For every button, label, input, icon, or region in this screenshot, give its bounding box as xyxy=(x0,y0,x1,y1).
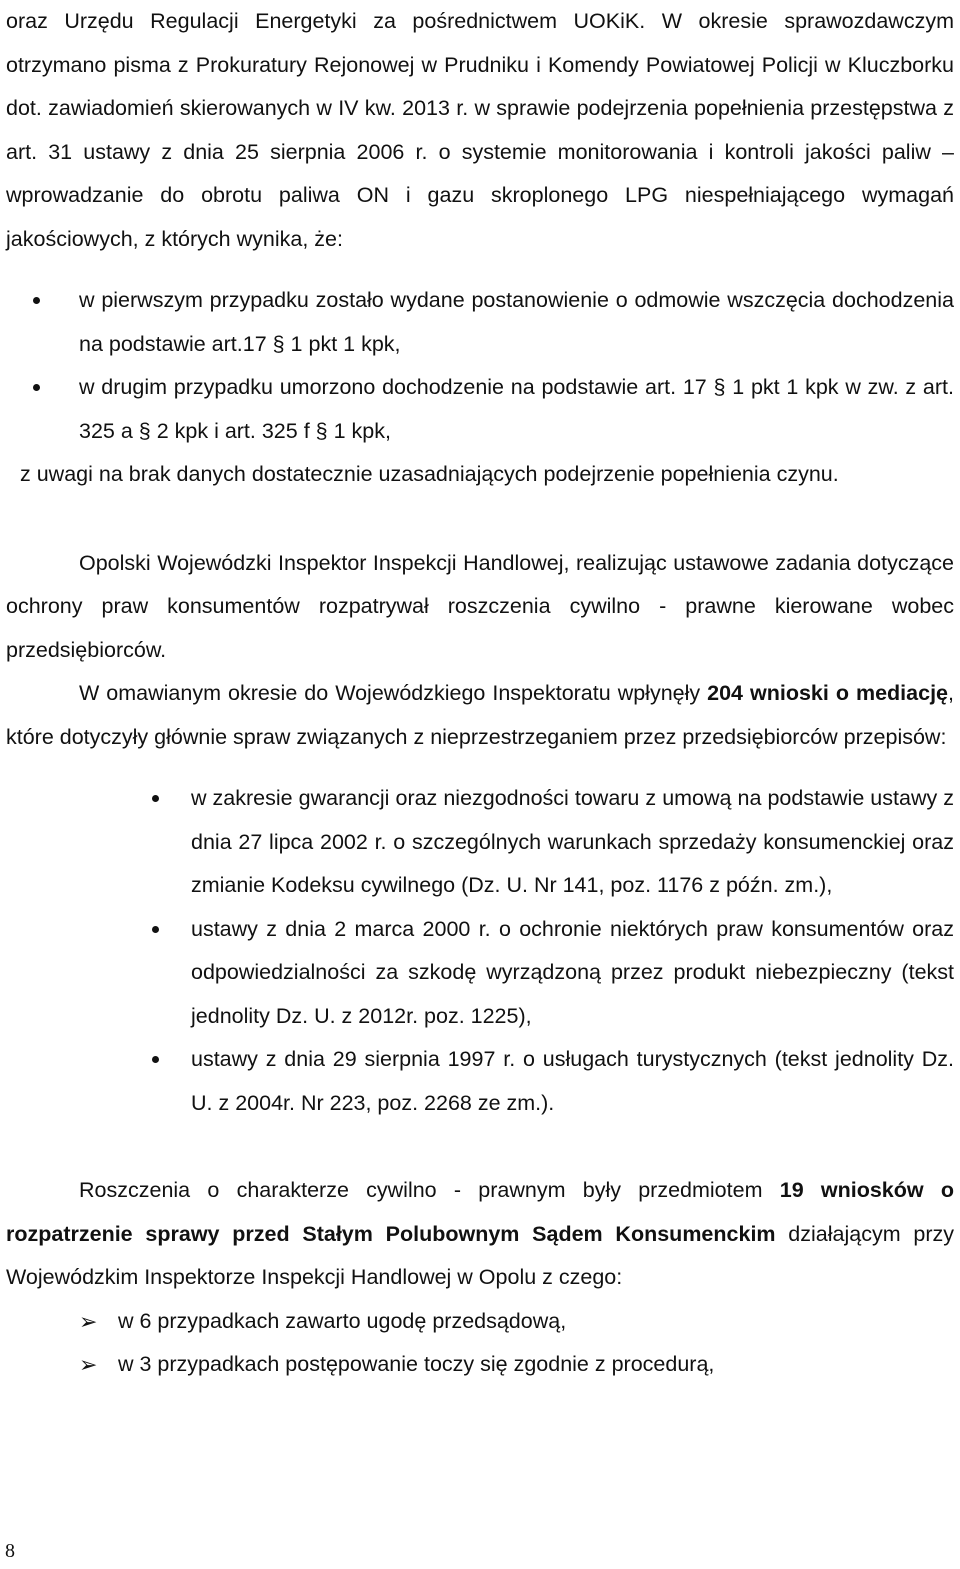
document-page xyxy=(6,0,954,1387)
list-item: ustawy z dnia 2 marca 2000 r. o ochronie niektórych praw konsumentów oraz odpowiedzialności za szkodę wyrządzoną przez produkt niebezpieczny (tekst jednolity Dz. U. z 2012r. poz. 1225), xyxy=(6,908,954,1039)
arrow-list-outcomes xyxy=(6,1300,954,1387)
bullet-list-proceedings xyxy=(6,279,954,453)
list-item: ustawy z dnia 29 sierpnia 1997 r. o usługach turystycznych (tekst jednolity Dz. U. z 2004r. Nr 223, poz. 2268 ze zm.). xyxy=(6,1038,954,1125)
list-item-text: w 6 przypadkach zawarto ugodę przedsądową, xyxy=(118,1308,567,1333)
mediation-text-after: , które dotyczyły głównie spraw związanych z nieprzestrzeganiem przez przedsiębiorców przepisów: xyxy=(6,681,954,749)
paragraph-reason: z uwagi na brak danych dostatecznie uzasadniających podejrzenie popełnienia czynu. xyxy=(20,462,839,486)
list-item: w pierwszym przypadku zostało wydane postanowienie o odmowie wszczęcia dochodzenia na podstawie art.17 § 1 pkt 1 kpk, xyxy=(6,279,954,366)
mediation-text-before: W omawianym okresie do Wojewódzkiego Inspektoratu wpłynęły xyxy=(79,681,708,705)
arbitration-text-after: działającym przy Wojewódzkim Inspektorze Inspekcji Handlowej w Opolu z czego: xyxy=(6,1221,954,1289)
paragraph-arbitration xyxy=(6,1169,954,1300)
list-item xyxy=(6,1343,954,1387)
page-number: 8 xyxy=(5,1540,15,1562)
paragraph-prosecutor-letters: oraz Urzędu Regulacji Energetyki za pośrednictwem UOKiK. W okresie sprawozdawczym otrzymano pisma z Prokuratury Rejonowej w Prudniku i Komendy Powiatowej Policji w Kluczborku dot. zawiadomień skierowanych w IV kw. 2013 r. w sprawie podejrzenia popełnienia przestępstwa z art. 31 ustawy z dnia 25 sierpnia 2006 r. o systemie monitorowania i kontroli jakości paliw – wprowadzanie do obrotu paliwa ON i gazu skroplonego LPG niespełniającego wymagań jakościowych, z których wynika, że: xyxy=(6,9,954,251)
paragraph-civil-claims: Opolski Wojewódzki Inspektor Inspekcji Handlowej, realizując ustawowe zadania dotyczące ochrony praw konsumentów rozpatrywał roszczenia cywilno - prawne kierowane wobec przedsiębiorców. xyxy=(6,550,954,662)
list-item: w drugim przypadku umorzono dochodzenie na podstawie art. 17 § 1 pkt 1 kpk w zw. z art. 325 a § 2 kpk i art. 325 f § 1 kpk, xyxy=(6,366,954,453)
paragraph-mediation xyxy=(6,672,954,759)
list-item xyxy=(6,1300,954,1344)
arbitration-text-before: Roszczenia o charakterze cywilno - prawnym były przedmiotem xyxy=(79,1178,780,1202)
bullet-list-regulations xyxy=(6,777,954,1125)
arrow-bullet-icon: ➢ xyxy=(79,1352,98,1377)
mediation-count-bold: 204 wnioski o mediację xyxy=(707,681,949,705)
arrow-bullet-icon: ➢ xyxy=(79,1308,98,1334)
list-item: w zakresie gwarancji oraz niezgodności towaru z umową na podstawie ustawy z dnia 27 lipca 2002 r. o szczególnych warunkach sprzedaży konsumenckiej oraz zmianie Kodeksu cywilnego (Dz. U. Nr 141, poz. 1176 z późn. zm.), xyxy=(6,777,954,908)
arbitration-count-bold: 19 wniosków o rozpatrzenie sprawy przed Stałym Polubownym Sądem Konsumenckim xyxy=(6,1178,955,1246)
list-item-text: w 3 przypadkach postępowanie toczy się zgodnie z procedurą, xyxy=(118,1352,715,1376)
